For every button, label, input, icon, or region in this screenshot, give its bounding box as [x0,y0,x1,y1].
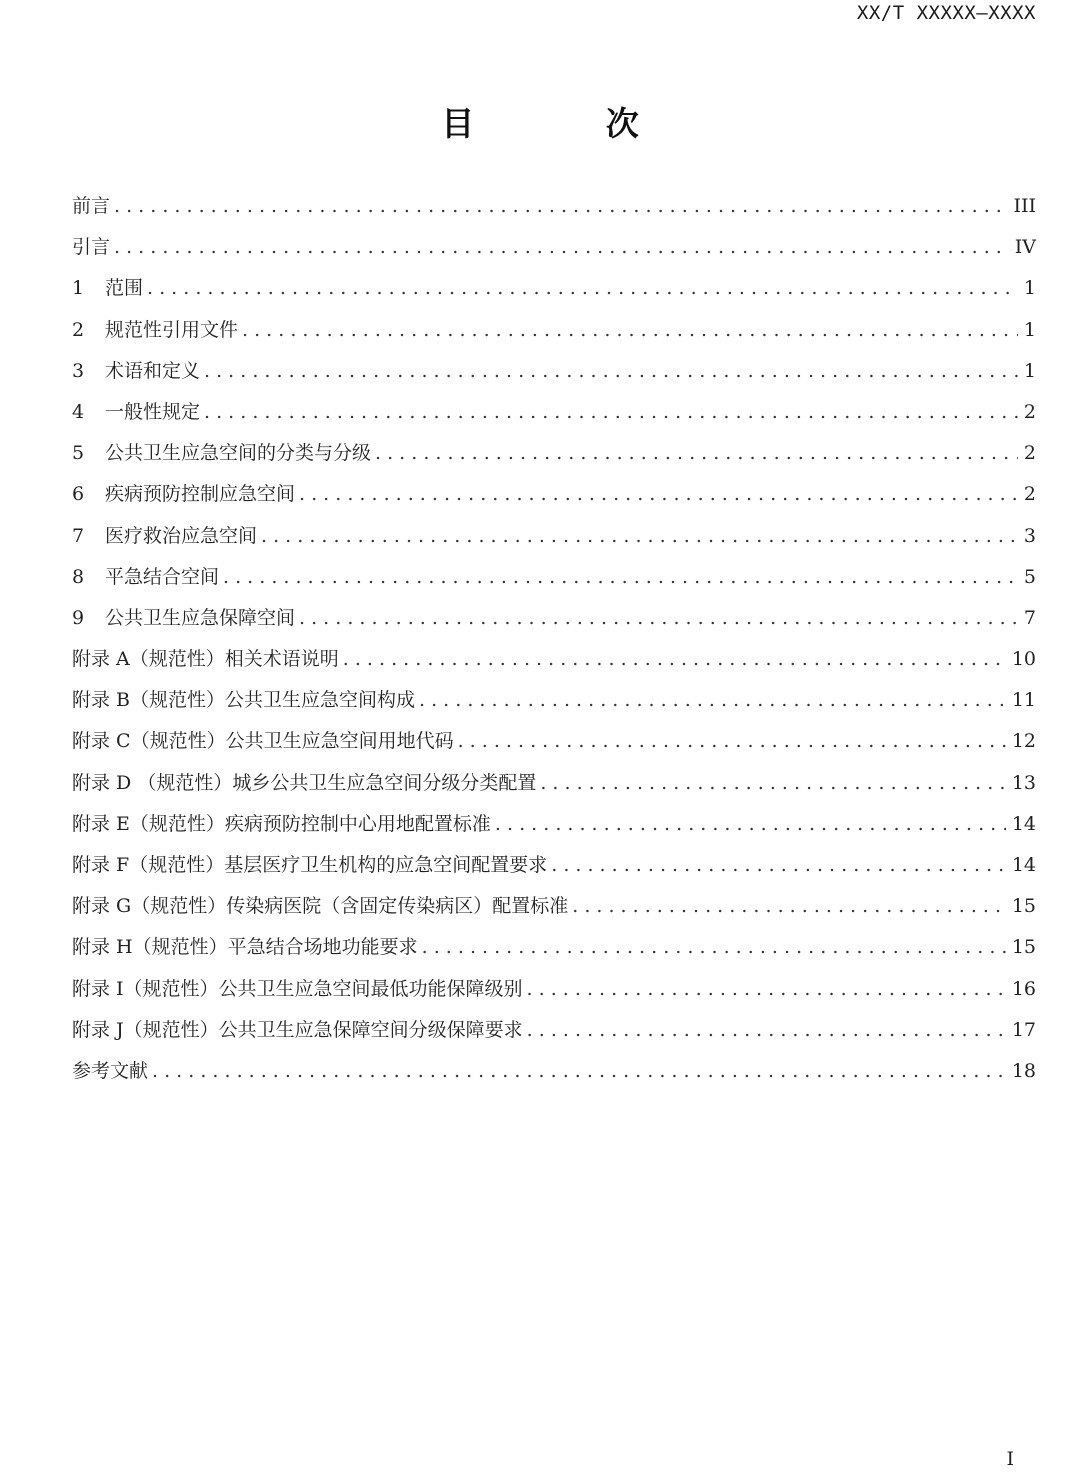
toc-entry-number: 4 [72,400,85,423]
toc-dot-leader [527,1012,1006,1048]
toc-entry-number: 6 [72,483,85,506]
toc-entry-page: 7 [1023,606,1036,629]
toc-entry[interactable] [72,476,1036,517]
toc-entry[interactable] [72,765,1036,806]
toc-dot-leader [114,229,1009,265]
toc-entry-label: 公共卫生应急保障空间 [105,606,296,629]
toc-entry[interactable] [72,847,1036,888]
toc-entry-page: III [1013,195,1036,217]
toc-dot-leader [551,847,1006,883]
toc-entry[interactable] [72,559,1036,600]
toc-entry-label: 医疗救治应急空间 [105,524,258,547]
toc-entry-number: 3 [72,359,85,382]
toc-entry-label: 附录 H（规范性）平急结合场地功能要求 [72,936,418,959]
toc-dot-leader [375,435,1018,471]
toc-entry-page: 14 [1011,854,1036,876]
toc-entry[interactable] [72,353,1036,394]
toc-entry-label: 参考文献 [72,1059,149,1082]
page-number: I [1006,1448,1014,1470]
toc-entry[interactable] [72,971,1036,1012]
toc-entry-page: 5 [1023,565,1036,588]
toc-entry-page: 11 [1011,689,1036,712]
toc-entry-number: 9 [72,606,85,629]
toc-entry-page: 1 [1023,318,1036,341]
toc-entry-page: 14 [1011,812,1036,835]
toc-entry-number: 7 [72,524,85,547]
toc-entry-label: 附录 J（规范性）公共卫生应急保障空间分级保障要求 [72,1018,523,1041]
toc-dot-leader [458,723,1006,759]
toc-entry[interactable] [72,435,1036,476]
toc-entry-page: 1 [1023,359,1036,382]
toc-dot-leader [242,312,1018,348]
document-code: XX/T XXXXX—XXXX [856,2,1036,24]
toc-dot-leader [572,888,1006,924]
toc-entry[interactable] [72,312,1036,353]
toc-entry-number: 8 [72,565,85,588]
toc-dot-leader [299,600,1018,636]
toc-entry-page: 16 [1011,977,1036,1000]
toc-entry-page: 10 [1011,648,1036,671]
toc-entry-label: 公共卫生应急空间的分类与分级 [105,442,372,465]
toc-entry-page: 12 [1011,730,1036,753]
toc-entry[interactable] [72,806,1036,847]
toc-entry-number: 5 [72,442,85,465]
toc-entry[interactable] [72,1053,1036,1094]
toc-entry-label: 附录 D （规范性）城乡公共卫生应急空间分级分类配置 [72,771,537,794]
toc-entry[interactable] [72,600,1036,641]
toc-entry[interactable] [72,641,1036,682]
toc-entry-label: 疾病预防控制应急空间 [105,483,296,506]
toc-dot-leader [540,765,1005,801]
toc-entry-page: IV [1014,236,1036,259]
toc-dot-leader [527,971,1006,1007]
toc-dot-leader [299,476,1018,512]
toc-entry-page: 15 [1011,936,1036,959]
toc-entry[interactable] [72,888,1036,929]
toc-entry[interactable] [72,1012,1036,1053]
toc-entry-label: 附录 G（规范性）传染病医院（含固定传染病区）配置标准 [72,895,569,918]
toc-dot-leader [223,559,1018,595]
toc-entry-label: 附录 A（规范性）相关术语说明 [72,648,339,671]
toc-entry-page: 15 [1011,895,1036,918]
toc-entry-page: 2 [1023,442,1036,465]
toc-entry-number: 2 [72,318,85,341]
toc-entry-label: 附录 B（规范性）公共卫生应急空间构成 [72,689,416,712]
toc-entry-label: 附录 C（规范性）公共卫生应急空间用地代码 [72,730,454,753]
toc-dot-leader [422,929,1006,965]
toc-entry-page: 2 [1023,400,1036,423]
toc-entry[interactable] [72,229,1036,270]
toc-entry-label: 规范性引用文件 [105,318,239,341]
toc-entry[interactable] [72,270,1036,311]
toc-entry-page: 1 [1023,277,1036,300]
toc-entry-label: 平急结合空间 [105,565,220,588]
toc-entry-page: 18 [1011,1059,1036,1082]
toc-entry-label: 引言 [72,236,111,259]
toc-entry[interactable] [72,188,1036,229]
toc-entry[interactable] [72,929,1036,970]
toc-entry[interactable] [72,518,1036,559]
toc-dot-leader [204,353,1018,389]
toc-entry-label: 前言 [72,195,111,217]
table-of-contents [72,188,1036,1094]
toc-entry-label: 范围 [105,277,144,300]
toc-dot-leader [204,394,1018,430]
toc-entry-page: 3 [1023,524,1036,547]
toc-dot-leader [343,641,1006,677]
toc-entry-label: 附录 E（规范性）疾病预防控制中心用地配置标准 [72,812,491,835]
toc-entry-page: 17 [1011,1018,1036,1041]
toc-dot-leader [419,682,1006,718]
toc-entry-label: 一般性规定 [105,400,201,423]
toc-entry-number: 1 [72,277,85,300]
toc-dot-leader [152,1053,1006,1089]
toc-entry-page: 2 [1023,483,1036,506]
toc-dot-leader [261,518,1018,554]
toc-entry-label: 术语和定义 [105,359,201,382]
page-title: 目 次 [441,104,699,143]
toc-entry[interactable] [72,682,1036,723]
toc-entry-page: 13 [1011,771,1036,794]
toc-entry[interactable] [72,394,1036,435]
toc-entry[interactable] [72,723,1036,764]
toc-dot-leader [114,188,1007,224]
toc-entry-label: 附录 F（规范性）基层医疗卫生机构的应急空间配置要求 [72,854,548,876]
toc-entry-label: 附录 I（规范性）公共卫生应急空间最低功能保障级别 [72,977,523,1000]
toc-dot-leader [147,270,1018,306]
toc-dot-leader [495,806,1006,842]
